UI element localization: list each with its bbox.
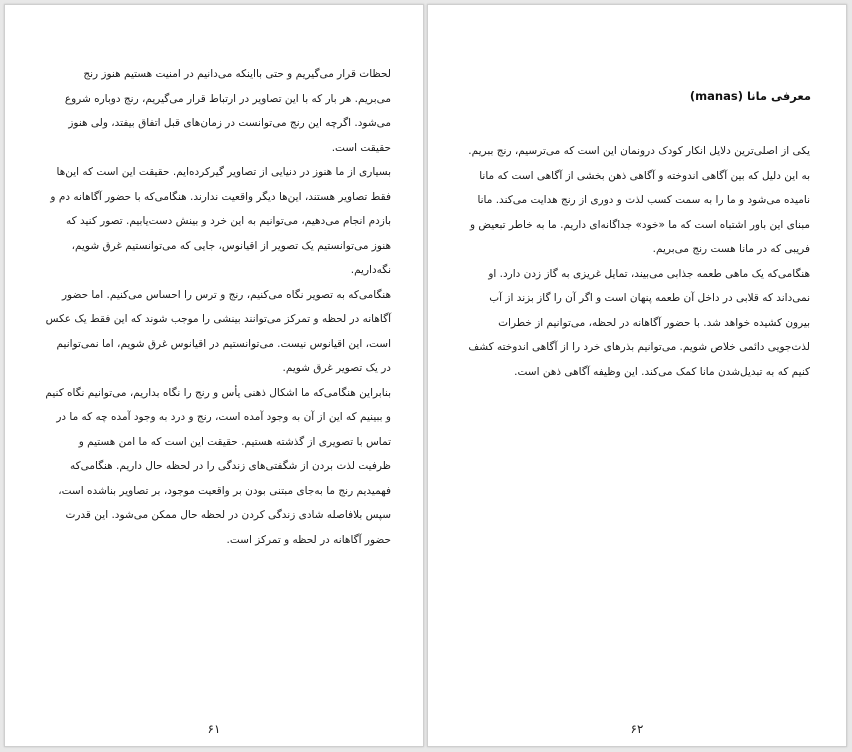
- paragraph: هنگامی‌که یک ماهی طعمه جذابی می‌بیند، تمایل غریزی به گاز زدن دارد. او نمی‌داند که قلابی در داخل آن طعمه پنهان است و اگر آن را گاز بزند از آب بیرون کشیده خواهد شد. با حضور آگاهانه در لحظه، می‌توانیم از خطرات لذت‌جویی دائمی خلاص شویم. می‌توانیم بذرهای خرد را از آگاهی اندوخته کشف کنیم که به تبدیل‌شدن مانا کمک می‌کند. این وظیفه آگاهی ذهن است.: [468, 267, 810, 378]
- paragraph: یکی از اصلی‌ترین دلایل انکار کودک درونمان این است که می‌ترسیم، رنج ببریم. به این دلیل که بین آگاهی اندوخته و آگاهی ذهن بخشی از آگاهی است که مانا نامیده می‌شود و ما را به سمت کسب لذت و دوری از رنج هدایت می‌کند. مانا مبنای این باور اشتباه است که ما «خود» جداگانه‌ای داریم. ما به خاطر تبعیض و فریبی که در مانا هست رنج می‌بریم.: [468, 145, 810, 255]
- page-number: ۶۲: [630, 722, 644, 736]
- paragraph: بنابراین هنگامی‌که ما اشکال ذهنی یأس و رنج را نگاه بداریم، می‌توانیم نگاه کنیم و ببینیم که این از آن به وجود آمده است، رنج و درد به وجود آمده چه که ما در تماس با تصویری از گذشته هستیم. حقیقت این است که ما امن هستیم و ظرفیت لذت بردن از شگفتی‌های زندگی را در لحظه حال داریم. هنگامی‌که فهمیدیم رنج ما به‌جای مبتنی بودن بر واقعیت موجود، بر تصاویر بناشده است، سپس بلافاصله شادی زندگی کردن در لحظه حال ممکن می‌شود. این قدرت حضور آگاهانه در لحظه و تمرکز است.: [45, 386, 391, 546]
- page-number: ۶۱: [207, 722, 221, 736]
- page-body-text: [462, 139, 810, 384]
- section-heading: معرفی مانا (manas): [689, 89, 811, 103]
- paragraph: لحظات قرار می‌گیریم و حتی بااینکه می‌دانیم در امنیت هستیم هنوز رنج می‌بریم. هر بار که با این تصاویر در ارتباط قرار می‌گیریم، رنج دوباره شروع می‌شود. اگرچه این رنج می‌توانست در زمان‌های قبل اتفاق بیفتد، ولی هنوز حقیقت است.: [64, 68, 391, 154]
- book-page-61: [4, 4, 424, 747]
- paragraph: هنگامی‌که به تصویر نگاه می‌کنیم، رنج و ترس را احساس می‌کنیم. اما حضور آگاهانه در لحظه و تمرکز می‌توانند بینشی را موجب شوند که این فقط یک عکس است، این اقیانوس نیست. می‌توانستیم در اقیانوس غرق شویم، اما نمی‌توانیم در یک تصویر غرق شویم.: [45, 288, 391, 374]
- book-page-62: [427, 4, 847, 747]
- page-body-text: [45, 62, 391, 552]
- paragraph: بسیاری از ما هنوز در دنیایی از تصاویر گیرکرده‌ایم. حقیقت این است که این‌ها فقط تصاویر هستند، این‌ها دیگر واقعیت ندارند. هنگامی‌که با حضور آگاهانه دم و بازدم انجام می‌دهیم، می‌توانیم به این خرد و بینش دست‌یابیم. تصور کنید که هنوز می‌توانستیم یک تصویر از اقیانوس، جایی که می‌توانستیم غرق شویم، نگه‌داریم.: [50, 166, 391, 276]
